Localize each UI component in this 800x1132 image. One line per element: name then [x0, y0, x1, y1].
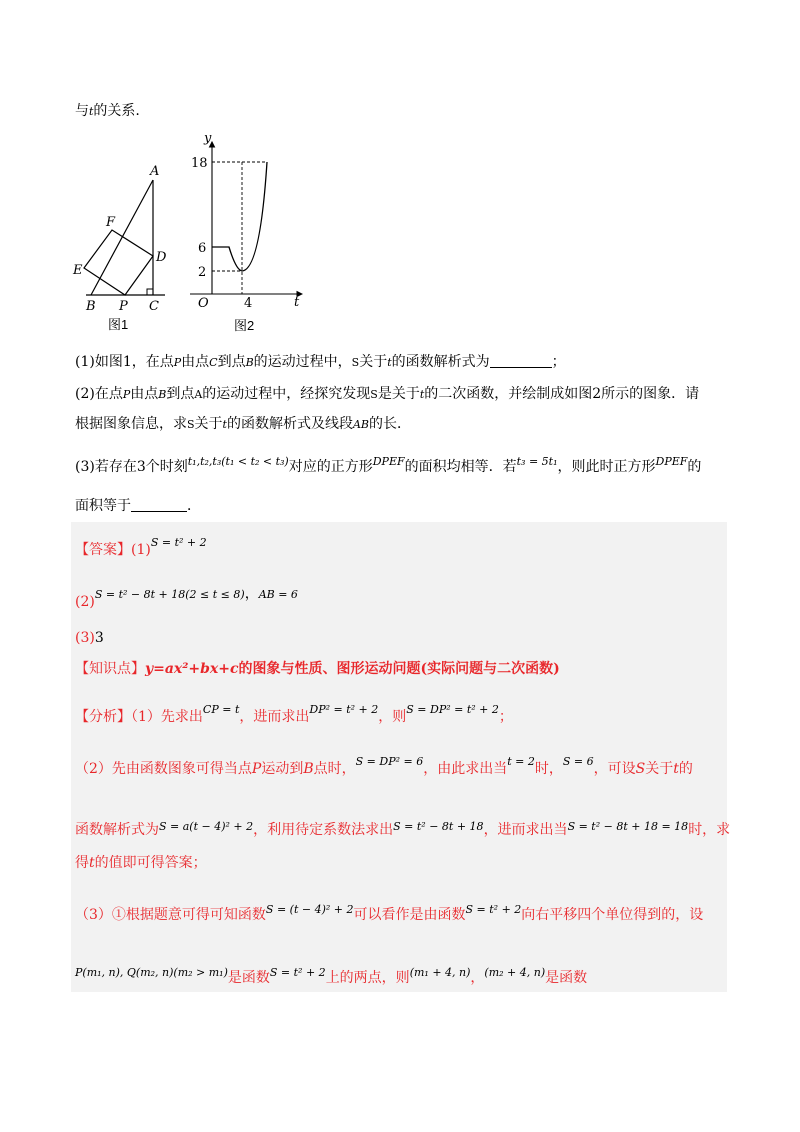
- answer-3: 3: [94, 630, 104, 646]
- figure-2: [190, 130, 315, 335]
- answer-label: 【答案】: [75, 542, 131, 558]
- intro-var: t: [89, 105, 94, 118]
- intro-text: 与: [75, 103, 89, 119]
- fig1-right-angle: [147, 289, 153, 295]
- question-3-line-2: 面积等于 ．: [75, 498, 201, 514]
- fig2-caption: 图2: [234, 318, 255, 333]
- fig2-tick-4: 4: [244, 296, 253, 311]
- fig1-side-ab: [91, 180, 153, 295]
- analysis-line-3: 函数解析式为$^{S = a(t - 4)^2 + 2}$，利用待定系数法求出$^{S = t^2 - 8t + 18}$，进而求出当$^{S = t^2 - 8t + 18 = 18}$时，求: [75, 820, 731, 838]
- fig1-label-e: E: [73, 263, 83, 278]
- analysis-line-2: （2）先由函数图象可得当点P运动到B点时，$^{S = DP^2 = 6}$，由此求出当$^{t = 2}$时，$^{S = 6}$，可设S关于t的: [75, 755, 693, 777]
- analysis-line-1: 【分析】（1）先求出$^{CP = t}$，进而求出$^{DP^2 = t^2 + 2}$，则$^{S = DP^2 = t^2 + 2}$；: [75, 703, 513, 725]
- question-1: (1)如图1，在点P由点C到点B的运动过程中，S关于t的函数解析式为 ；: [75, 354, 566, 370]
- answer-1: S = t² + 2: [150, 536, 207, 549]
- fig1-label-p: P: [119, 299, 128, 314]
- analysis-line-6: $^{P(m_1, n), Q(m_2, n)(m_2 > m_1)}$是函数$^{S = t^2 + 2}$上的两点，则$^{(m_1 + 4, n)}$，$^{(m_2 + 4, n)}$是函数: [75, 966, 588, 986]
- question-2-line-2: 根据图象信息，求S关于t的函数解析式及线段AB的长．: [75, 416, 411, 432]
- figure-1: [70, 160, 170, 335]
- fig2-origin: O: [198, 296, 209, 311]
- fig1-label-d: D: [156, 250, 167, 265]
- answer-line-1: 【答案】$(1)^{S = t^2 + 2}$: [75, 536, 207, 558]
- intro-text-2: 的关系.: [93, 103, 140, 119]
- fig2-tick-6: 6: [198, 241, 207, 256]
- fig2-y-label: y: [204, 131, 212, 146]
- fig2-x-label: t: [294, 295, 300, 310]
- knowledge-point: 【知识点】y=ax²+bx+c的图象与性质、图形运动问题(实际问题与二次函数): [75, 661, 560, 677]
- answer-line-2: (2)S = t² − 8t + 18(2 ≤ t ≤ 8)，AB = 6: [75, 586, 298, 610]
- fig2-tick-18: 18: [191, 156, 208, 171]
- fig1-label-b: B: [86, 299, 96, 314]
- answer-blank-1: [490, 353, 552, 368]
- analysis-line-4: 得t的值即可得答案；: [75, 855, 207, 871]
- fig2-curve: [212, 162, 267, 271]
- fig1-square-dpef: [84, 230, 153, 295]
- question-2-line-1: (2)在点P由点B到点A的运动过程中，经探究发现S是关于t的二次函数，并绘制成如图2所示的图象．请: [75, 386, 700, 402]
- fig1-label-c: C: [149, 299, 159, 314]
- fig1-label-f: F: [106, 215, 116, 230]
- answer-blank-3: [131, 497, 187, 512]
- answer-line-3: (3)3: [75, 630, 104, 646]
- fig1-caption: 图1: [108, 317, 129, 332]
- fig2-tick-2: 2: [198, 265, 207, 280]
- intro-line: [75, 101, 140, 122]
- fig1-label-a: A: [150, 164, 160, 179]
- answer-2: S = t² − 8t + 18(2 ≤ t ≤ 8): [94, 588, 245, 601]
- analysis-line-5: （3）①根据题意可得可知函数$^{S = (t - 4)^2 + 2}$可以看作是由函数$^{S = t^2 + 2}$向右平移四个单位得到的，设: [75, 903, 704, 923]
- question-3-line-1: (3)若存在3个时刻$^{t_1,t_2,t_3(t_1 < t_2 < t_3)}$对应的正方形$^{DPEF}$的面积均相等．若$^{t_3 = 5t_1}$，则此时正方形$^{DPEF}$的: [75, 455, 702, 475]
- answer-2b: AB = 6: [258, 588, 298, 601]
